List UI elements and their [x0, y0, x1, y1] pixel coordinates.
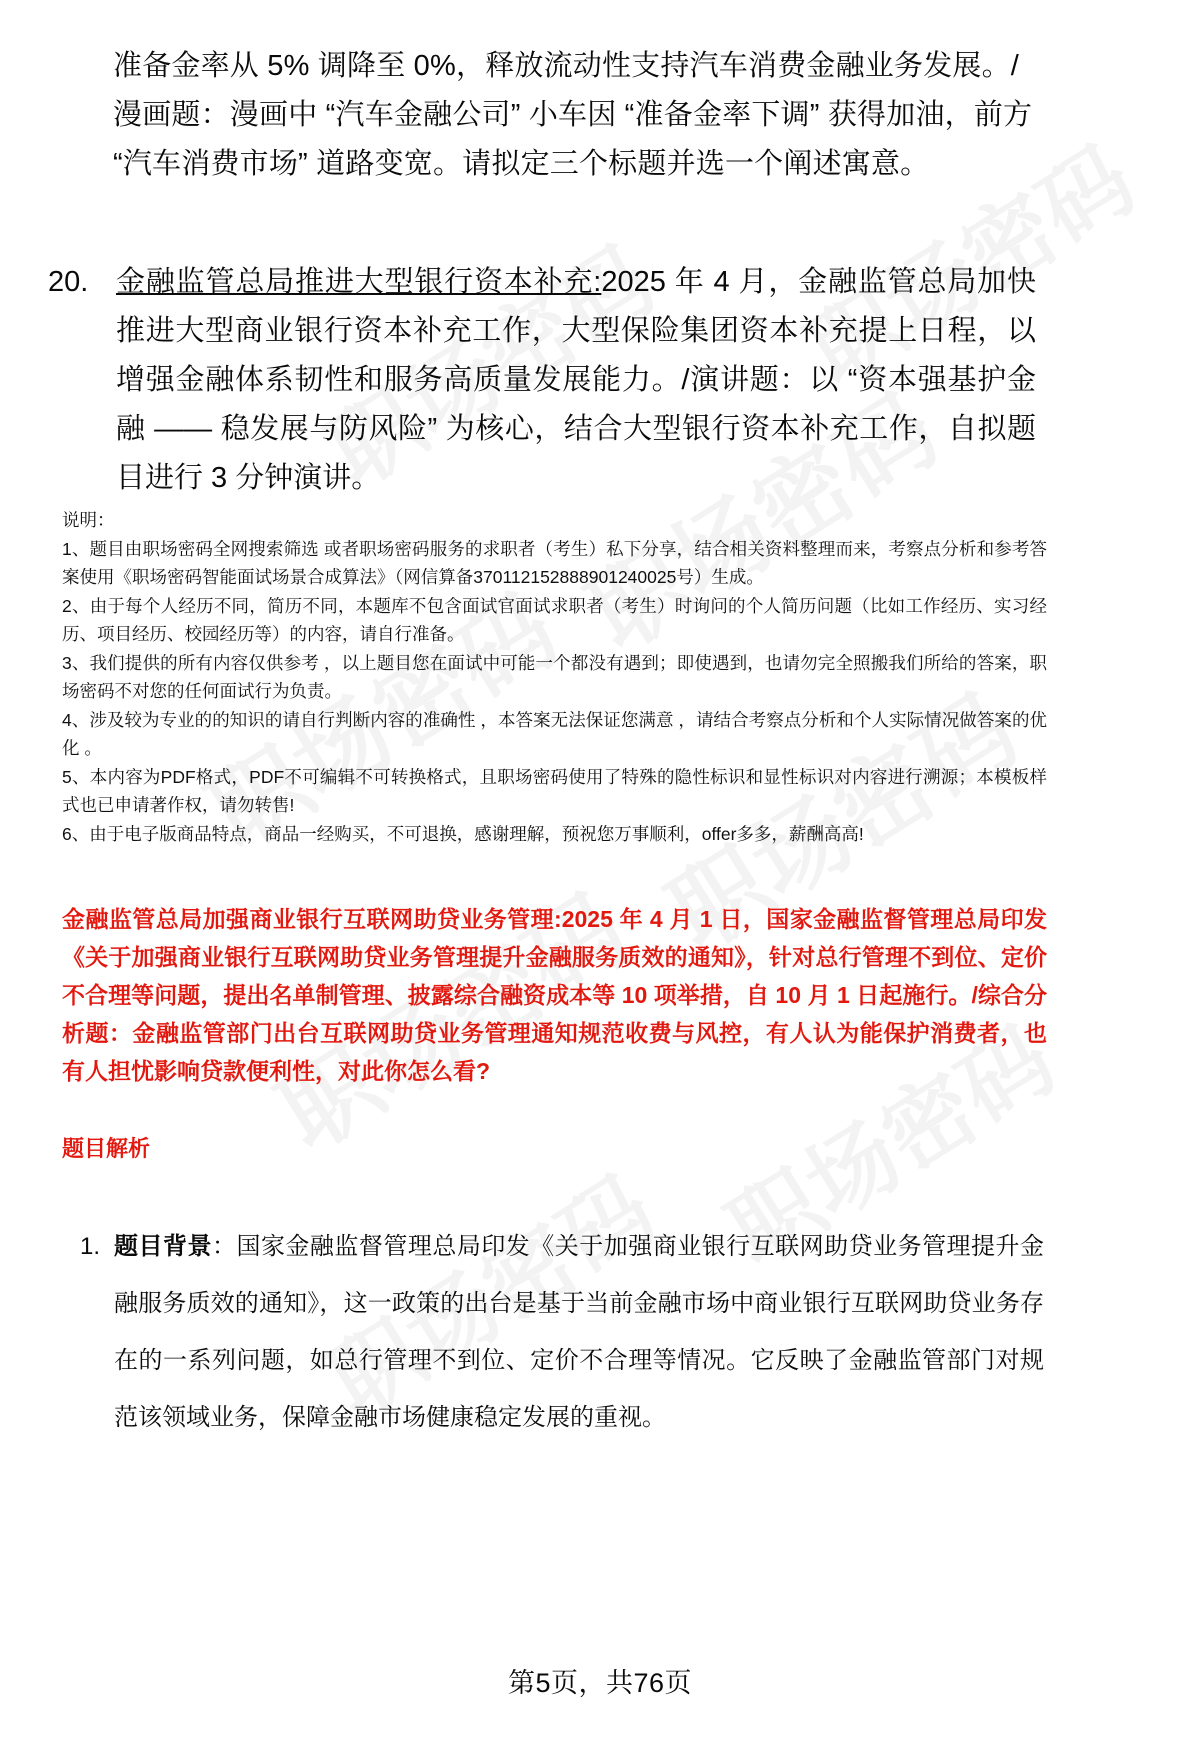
analysis-item-text: 国家金融监督管理总局印发《关于加强商业银行互联网助贷业务管理提升金融服务质效的通知》，这一政策的出台是基于当前金融市场中商业银行互联网助贷业务存在的一系列问题，如总行管理不到位、定价不合理等情况。它反映了金融监管部门对规范该领域业务，保障金融市场健康稳定发展的重视。: [114, 1233, 1045, 1431]
notes-line-5: 5、本内容为PDF格式，PDF不可编辑不可转换格式，且职场密码使用了特殊的隐性标识和显性标识对内容进行溯源；本模板样式也已申请著作权，请勿转售!: [62, 766, 1047, 815]
question-item-20: [48, 258, 1048, 503]
analysis-item-label: 题目背景: [114, 1233, 212, 1260]
question-item-body: [116, 258, 1036, 503]
notes-section: [62, 506, 1047, 848]
analysis-list: [62, 1218, 1047, 1446]
question-item-text: 2025 年 4 月，金融监管总局加快推进大型商业银行资本补充工作，大型保险集团资本补充提上日程，以增强金融体系韧性和服务高质量发展能力。/演讲题：以 “资本强基护金融 —— 稳发展与防风险” 为核心，结合大型银行资本补充工作，自拟题目进行 3 分钟演讲。: [116, 266, 1036, 494]
notes-line-2: 2、由于每个人经历不同，简历不同，本题库不包含面试官面试求职者（考生）时询问的个人简历问题（比如工作经历、实习经历、项目经历、校园经历等）的内容，请自行准备。: [62, 595, 1047, 644]
notes-line-4: 4、涉及较为专业的的知识的请自行判断内容的准确性 ，本答案无法保证您满意 ，请结合考察点分析和个人实际情况做答案的优化 。: [62, 709, 1047, 758]
notes-line-6: 6、由于电子版商品特点，商品一经购买，不可退换，感谢理解，预祝您万事顺利，offer多多，薪酬高高!: [62, 823, 864, 844]
analysis-item-body: [114, 1218, 1044, 1446]
question-item-title: 金融监管总局推进大型银行资本补充:: [116, 266, 602, 298]
page-footer: 第5页，共76页: [507, 1668, 693, 1698]
red-question-block: 金融监管总局加强商业银行互联网助贷业务管理:2025 年 4 月 1 日，国家金融监督管理总局印发《关于加强商业银行互联网助贷业务管理提升金融服务质效的通知》，针对总行管理不到位、定价不合理等问题，提出名单制管理、披露综合融资成本等 10 项举措，自 10 月 1 日起施行。/综合分析题：金融监管部门出台互联网助贷业务管理通知规范收费与风控，有人认为能保护消费者，也有人担忧影响贷款便利性，对此你怎么看?: [62, 906, 1047, 1084]
notes-line-3: 3、我们提供的所有内容仅供参考 ，以上题目您在面试中可能一个都没有遇到；即使遇到，也请勿完全照搬我们所给的答案，职场密码不对您的任何面试行为负责。: [62, 652, 1047, 701]
notes-line-1: 1、题目由职场密码全网搜索筛选 或者职场密码服务的求职者（考生）私下分享，结合相关资料整理而来，考察点分析和参考答案使用《职场密码智能面试场景合成算法》（网信算备370112152888901240025号）生成。: [62, 538, 1047, 587]
continued-paragraph-block: [113, 42, 1033, 189]
question-item-number: 20.: [48, 266, 89, 298]
continued-paragraph-text: 准备金率从 5% 调降至 0%，释放流动性支持汽车消费金融业务发展。/漫画题：漫画中 “汽车金融公司” 小车因 “准备金率下调” 获得加油，前方 “汽车消费市场” 道路变宽。请拟定三个标题并选一个阐述寓意。: [113, 50, 1033, 180]
notes-heading: 说明：: [62, 510, 115, 530]
analysis-item-number: 1.: [79, 1233, 100, 1260]
analysis-heading: 题目解析: [62, 1136, 151, 1161]
analysis-item: [62, 1218, 1047, 1446]
analysis-item-separator: ：: [211, 1233, 237, 1260]
